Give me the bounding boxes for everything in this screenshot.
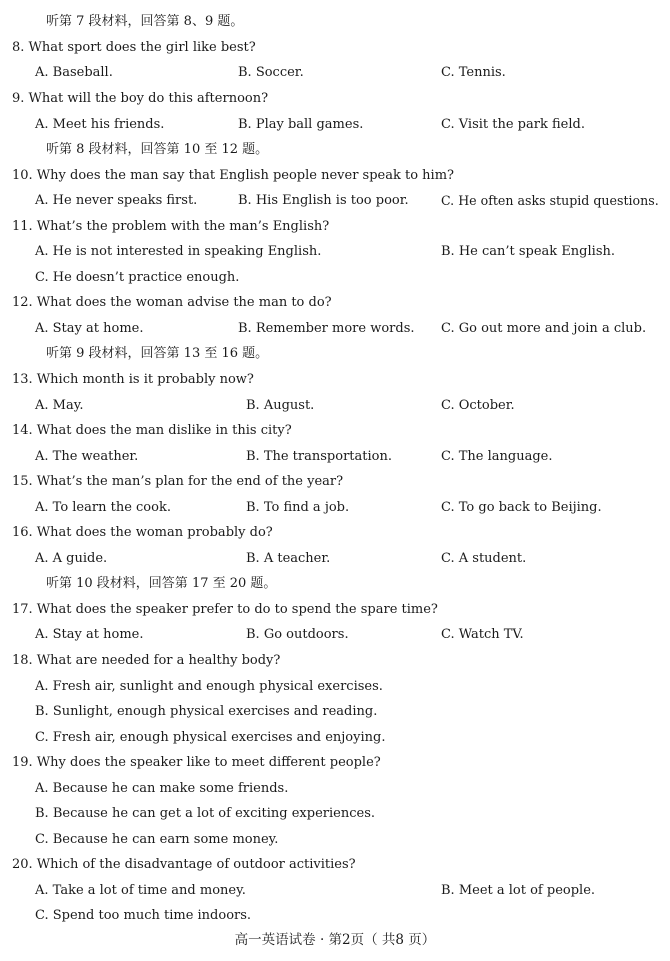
section-text: 听第 9 段材料，回答第 13 至 16 题。 xyxy=(46,346,269,361)
question-stem: 20. Which of the disadvantage of outdoor activities? xyxy=(12,857,356,872)
question-17 xyxy=(0,600,670,620)
question-18 xyxy=(0,651,670,671)
option-c: C. Spend too much time indoors. xyxy=(35,908,252,923)
option-a: A. Baseball. xyxy=(35,65,113,80)
option-b: B. Go outdoors. xyxy=(246,627,349,642)
option-c: C. October. xyxy=(441,398,515,413)
question-9 xyxy=(0,89,670,109)
question-stem: 12. What does the woman advise the man to do? xyxy=(12,295,332,310)
question-11 xyxy=(0,217,670,237)
options-13 xyxy=(0,396,670,416)
options-19-c xyxy=(0,830,670,850)
question-8 xyxy=(0,38,670,58)
section-text: 听第 7 段材料，回答第 8、9 题。 xyxy=(46,14,244,29)
question-stem: 9. What will the boy do this afternoon? xyxy=(12,91,269,106)
question-stem: 14. What does the man dislike in this city? xyxy=(12,423,292,438)
option-b: B. August. xyxy=(246,398,315,413)
option-a: A. Fresh air, sunlight and enough physical exercises. xyxy=(35,679,383,694)
question-19 xyxy=(0,753,670,773)
question-14 xyxy=(0,421,670,441)
question-stem: 17. What does the speaker prefer to do to spend the spare time? xyxy=(12,602,438,617)
options-19-b xyxy=(0,804,670,824)
option-a: A. The weather. xyxy=(35,449,139,464)
option-b: B. The transportation. xyxy=(246,449,392,464)
option-b: B. Because he can get a lot of exciting experiences. xyxy=(35,806,375,821)
options-19-a xyxy=(0,779,670,799)
option-c: C. Go out more and join a club. xyxy=(441,321,647,336)
option-a: A. He is not interested in speaking English. xyxy=(35,244,322,259)
options-9 xyxy=(0,115,670,135)
option-a: A. He never speaks first. xyxy=(35,193,198,208)
option-b: B. A teacher. xyxy=(246,551,331,566)
section-header-8 xyxy=(0,140,670,160)
options-18-b xyxy=(0,702,670,722)
question-stem: 15. What’s the man’s plan for the end of the year? xyxy=(12,474,344,489)
question-12 xyxy=(0,293,670,313)
option-a: A. Take a lot of time and money. xyxy=(35,883,246,898)
question-stem: 8. What sport does the girl like best? xyxy=(12,40,256,55)
options-14 xyxy=(0,447,670,467)
option-b: B. Soccer. xyxy=(238,65,304,80)
option-c: C. Watch TV. xyxy=(441,627,524,642)
options-15 xyxy=(0,498,670,518)
option-c: C. He doesn’t practice enough. xyxy=(35,270,240,285)
section-header-10 xyxy=(0,574,670,594)
option-a: A. A guide. xyxy=(35,551,108,566)
question-stem: 16. What does the woman probably do? xyxy=(12,525,273,540)
option-a: A. Stay at home. xyxy=(35,321,144,336)
option-a: A. To learn the cook. xyxy=(35,500,171,515)
option-a: A. May. xyxy=(35,398,84,413)
question-16 xyxy=(0,523,670,543)
options-17 xyxy=(0,625,670,645)
options-20-row2 xyxy=(0,906,670,926)
option-c: C. A student. xyxy=(441,551,527,566)
option-b: B. Sunlight, enough physical exercises and reading. xyxy=(35,704,378,719)
option-b: B. To find a job. xyxy=(246,500,350,515)
option-a: A. Because he can make some friends. xyxy=(35,781,289,796)
question-stem: 11. What’s the problem with the man’s English? xyxy=(12,219,330,234)
question-stem: 13. Which month is it probably now? xyxy=(12,372,254,387)
options-11-row2 xyxy=(0,268,670,288)
section-text: 听第 10 段材料，回答第 17 至 20 题。 xyxy=(46,576,277,591)
option-a: A. Stay at home. xyxy=(35,627,144,642)
options-11-row1 xyxy=(0,242,670,262)
page-footer: 高一英语试卷 · 第2页（ 共8 页） xyxy=(234,932,436,948)
option-b: B. Meet a lot of people. xyxy=(441,883,596,898)
section-header-7 xyxy=(0,12,670,32)
option-c: C. Because he can earn some money. xyxy=(35,832,279,847)
options-16 xyxy=(0,549,670,569)
options-12 xyxy=(0,319,670,339)
question-10 xyxy=(0,166,670,186)
option-b: B. Play ball games. xyxy=(238,117,364,132)
options-20-row1 xyxy=(0,881,670,901)
option-c: C. The language. xyxy=(441,449,553,464)
options-18-a xyxy=(0,677,670,697)
option-b: B. Remember more words. xyxy=(238,321,415,336)
question-15 xyxy=(0,472,670,492)
option-c: C. Visit the park field. xyxy=(441,117,585,132)
question-stem: 10. Why does the man say that English people never speak to him? xyxy=(12,168,454,183)
question-stem: 19. Why does the speaker like to meet different people? xyxy=(12,755,381,770)
section-text: 听第 8 段材料，回答第 10 至 12 题。 xyxy=(46,142,269,157)
options-18-c xyxy=(0,728,670,748)
option-c: C. He often asks stupid questions. xyxy=(441,193,659,208)
options-8 xyxy=(0,63,670,83)
option-b: B. He can’t speak English. xyxy=(441,244,615,259)
option-c: C. Fresh air, enough physical exercises and enjoying. xyxy=(35,730,386,745)
question-20 xyxy=(0,855,670,875)
option-a: A. Meet his friends. xyxy=(35,117,165,132)
option-c: C. Tennis. xyxy=(441,65,506,80)
option-b: B. His English is too poor. xyxy=(238,193,409,208)
option-c: C. To go back to Beijing. xyxy=(441,500,602,515)
question-stem: 18. What are needed for a healthy body? xyxy=(12,653,281,668)
options-10 xyxy=(0,191,670,211)
question-13 xyxy=(0,370,670,390)
section-header-9 xyxy=(0,344,670,364)
